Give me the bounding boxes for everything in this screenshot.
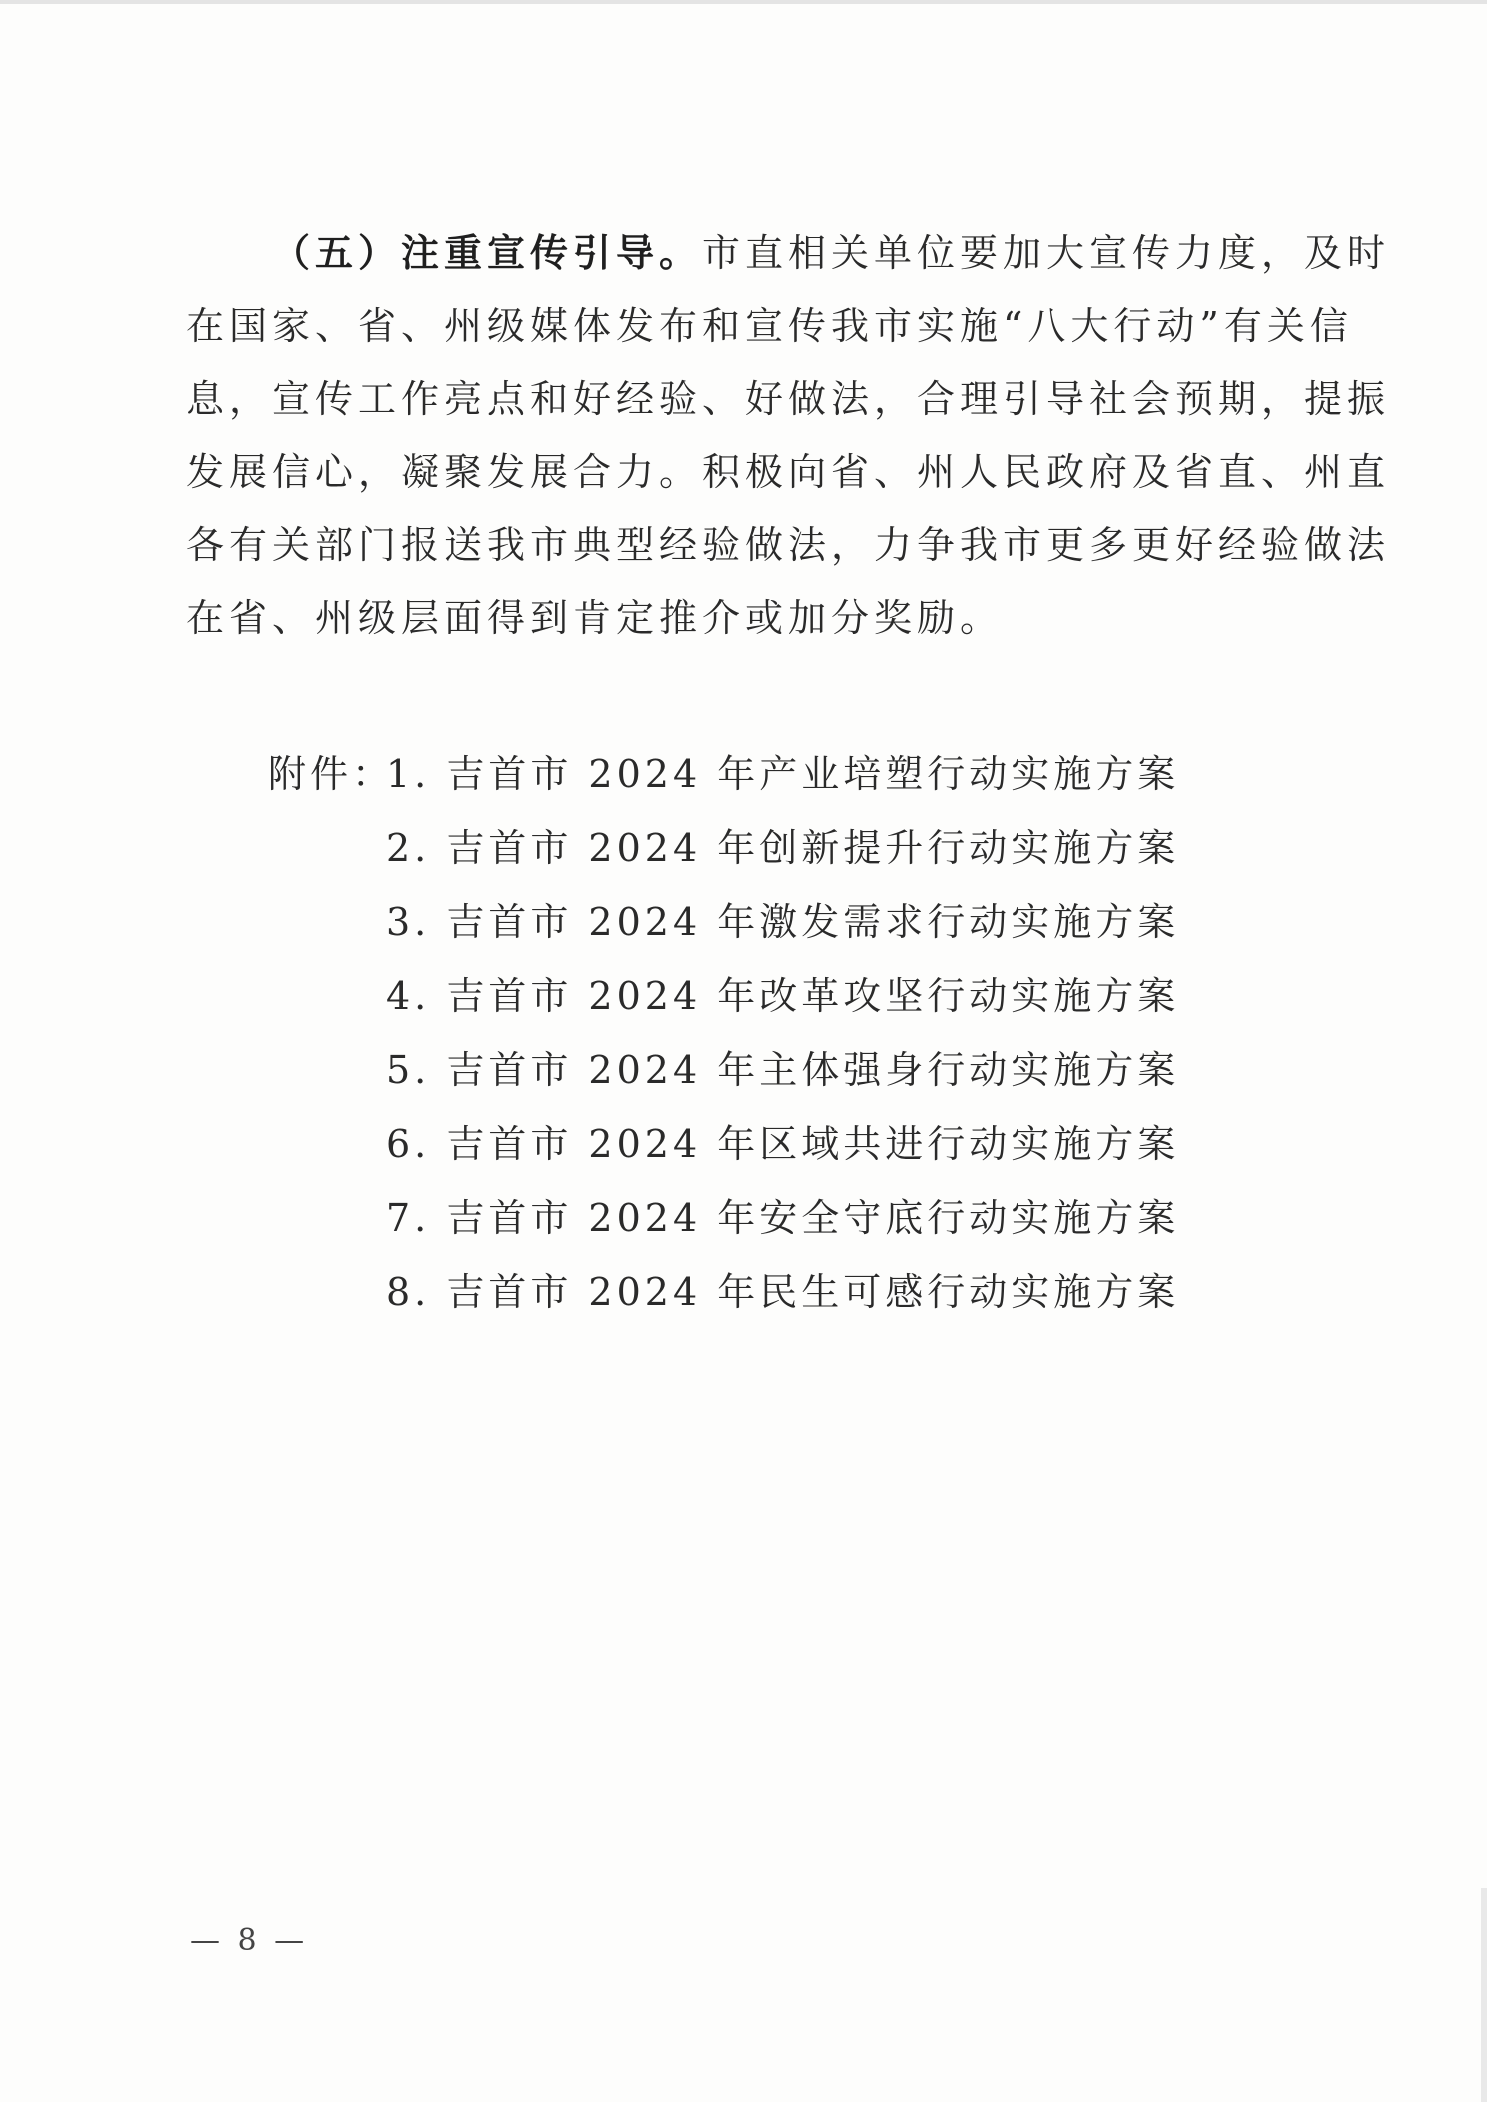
paragraph-line-5 — [186, 520, 1390, 570]
attachment-item: 8. 吉首市 2024 年民生可感行动实施方案 — [386, 1270, 1180, 1314]
scan-top-edge — [0, 0, 1487, 4]
attachments-label: 附件： — [268, 752, 395, 796]
attachment-item: 3. 吉首市 2024 年激发需求行动实施方案 — [386, 900, 1180, 944]
paragraph-line-4 — [186, 447, 1390, 497]
paragraph-line-6 — [186, 593, 1003, 643]
section-heading: （五）注重宣传引导。 — [272, 230, 703, 275]
paragraph-text: 息，宣传工作亮点和好经验、好做法，合理引导社会预期，提振 — [186, 377, 1391, 421]
attachment-item: 1. 吉首市 2024 年产业培塑行动实施方案 — [386, 752, 1180, 796]
attachment-item: 7. 吉首市 2024 年安全守底行动实施方案 — [386, 1196, 1180, 1240]
paragraph-text: 发展信心，凝聚发展合力。积极向省、州人民政府及省直、州直 — [186, 450, 1391, 494]
paragraph-text: 各有关部门报送我市典型经验做法，力争我市更多更好经验做法 — [186, 523, 1391, 567]
attachment-item: 2. 吉首市 2024 年创新提升行动实施方案 — [386, 826, 1180, 870]
attachment-item: 6. 吉首市 2024 年区域共进行动实施方案 — [386, 1122, 1180, 1166]
page-number: — 8 — — [190, 1923, 309, 1958]
paragraph-line-1 — [272, 228, 1390, 278]
attachment-item: 5. 吉首市 2024 年主体强身行动实施方案 — [386, 1048, 1180, 1092]
scan-right-edge — [1481, 1888, 1487, 2102]
paragraph-text: 市直相关单位要加大宣传力度，及时 — [702, 231, 1391, 275]
paragraph-line-2 — [186, 301, 1353, 351]
paragraph-text: 在省、州级层面得到肯定推介或加分奖励。 — [186, 596, 1004, 640]
attachment-item: 4. 吉首市 2024 年改革攻坚行动实施方案 — [386, 974, 1180, 1018]
paragraph-text: 在国家、省、州级媒体发布和宣传我市实施“八大行动”有关信 — [186, 304, 1353, 348]
paragraph-line-3 — [186, 374, 1390, 424]
